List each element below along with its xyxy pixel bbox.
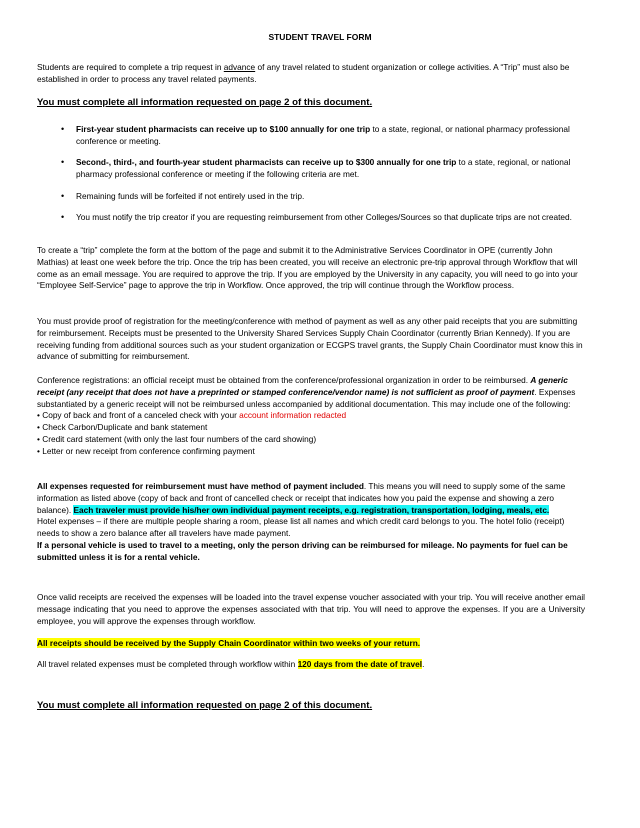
list-item-text: • Check Carbon/Duplicate and bank statement <box>37 422 208 433</box>
completion-highlight: 120 days from the date of travel <box>297 659 423 669</box>
trip-paragraph <box>37 245 585 292</box>
trip-text: To create a “trip” complete the form at the bottom of the page and submit it to the Administrative Services Coordinator in OPE (currently John Mathias) at least one week before the trip. Once the trip has been created, you will receive an electronic pre-trip approval through Workflow that will come as an email message. You are required to approve the trip. If you are employed by the University in any capacity, you will need to go into your “Employee Self-Service” page to approve the trip in Workflow. Once approved, the trip will continue through the Workflow process. <box>37 245 578 291</box>
deadline-paragraph <box>37 638 585 650</box>
bullet-dot: • <box>61 157 65 167</box>
intro-advance: advance <box>223 62 256 72</box>
list-item <box>37 410 585 422</box>
completion-text-a: All travel related expenses must be completed through workflow within <box>37 659 298 669</box>
list-item-text: • Letter or new receipt from conference confirming payment <box>37 445 255 456</box>
list-item-text: • Credit card statement (with only the last four numbers of the card showing) <box>37 433 317 444</box>
bullet-bold: First-year student pharmacists can receive up to $100 annually for one trip <box>76 124 371 134</box>
voucher-text: Once valid receipts are received the expenses will be loaded into the travel expense voucher associated with your trip. You will receive another email message indicating that you need to approve the expenses associated with that trip. You will need to approve the expenses. If you are a University employee, you will approve the expenses through workflow. <box>37 592 585 626</box>
expenses-paragraph <box>37 481 585 564</box>
bullet-item <box>76 124 586 148</box>
intro-text-a: Students are required to complete a trip request in <box>37 62 224 72</box>
proof-paragraph <box>37 316 585 363</box>
intro-text-c: of any travel related to student organization or college activities. A “Trip” must also be established in order to process any travel related payments. <box>37 62 570 84</box>
intro-paragraph <box>37 62 585 86</box>
bullet-item <box>76 157 586 181</box>
bullet-dot: • <box>61 124 65 134</box>
list-item <box>37 446 585 458</box>
bullet-bold: Second-, third-, and fourth-year student pharmacists can receive up to $300 annually for one trip <box>76 157 457 167</box>
bullet-dot: • <box>61 191 65 201</box>
notice-heading-bottom: You must complete all information requested on page 2 of this document. <box>37 700 373 711</box>
bullet-dot: • <box>61 212 65 222</box>
conf-text-a: Conference registrations: an official receipt must be obtained from the conference/professional organization in order to be reimbursed. <box>37 375 531 385</box>
list-item <box>37 434 585 446</box>
redacted-note: account information redacted <box>239 410 347 421</box>
bullet-text: You must notify the trip creator if you are requesting reimbursement from other Colleges/Sources so that duplicate trips are not created. <box>76 212 572 222</box>
completion-text-c: . <box>422 659 425 669</box>
expenses-text: . This means you will need to supply some of the same information as listed above (copy of back and front of cancelled check or receipt that indicates how you paid the expense and showing a zero balance). <box>37 481 566 515</box>
traveler-highlight: Each traveler must provide his/her own individual payment receipts, e.g. registration, transportation, lodging, meals, etc. <box>73 504 550 515</box>
vehicle-text: If a personal vehicle is used to travel to a meeting, only the person driving can be reimbursed for mileage. No payments for fuel can be submitted unless it is for a rental vehicle. <box>37 539 568 562</box>
conference-paragraph <box>37 375 585 458</box>
proof-text: You must provide proof of registration for the meeting/conference with method of payment as well as any other paid receipts that you are submitting for reimbursement. Receipts must be presented to the University Shared Services Supply Chain Coordinator (currently Brian Kennedy). If you are receiving funding from additional sources such as your student organization or ECGPS travel grants, the Supply Chain Coordinator must know this in advance of submitting for reimbursement. <box>37 316 583 362</box>
deadline-highlight: All receipts should be received by the Supply Chain Coordinator within two weeks of your return. <box>37 638 421 648</box>
list-item-text: • Copy of back and front of a canceled check with your <box>37 410 240 421</box>
expenses-bold: All expenses requested for reimbursement must have method of payment included <box>37 481 364 491</box>
voucher-paragraph <box>37 592 585 627</box>
completion-paragraph <box>37 659 585 671</box>
bullet-text: to a state, regional, or national pharmacy professional conference or meeting. <box>76 124 570 146</box>
page-title: STUDENT TRAVEL FORM <box>268 32 372 42</box>
hotel-text: Hotel expenses – if there are multiple people sharing a room, please list all names and which credit card belongs to you. The hotel folio (receipt) needs to show a zero balance after all travelers have made payment. <box>37 516 565 539</box>
conf-text-c: . Expenses substantiated by a generic receipt will not be reimbursed unless accompanied by additional documentation. This may include one of the following: <box>37 386 576 409</box>
bullet-item <box>76 212 586 224</box>
notice-heading: You must complete all information requested on page 2 of this document. <box>37 97 373 108</box>
bullet-text: Remaining funds will be forfeited if not entirely used in the trip. <box>76 191 305 201</box>
bullet-text: to a state, regional, or national pharmacy professional conference or meeting if the following criteria are met. <box>76 157 571 179</box>
bullet-item <box>76 191 586 203</box>
conf-generic-receipt: A generic receipt (any receipt that does not have a preprinted or stamped conference/vendor name) is not sufficient as proof of payment <box>37 375 568 397</box>
list-item <box>37 422 585 434</box>
